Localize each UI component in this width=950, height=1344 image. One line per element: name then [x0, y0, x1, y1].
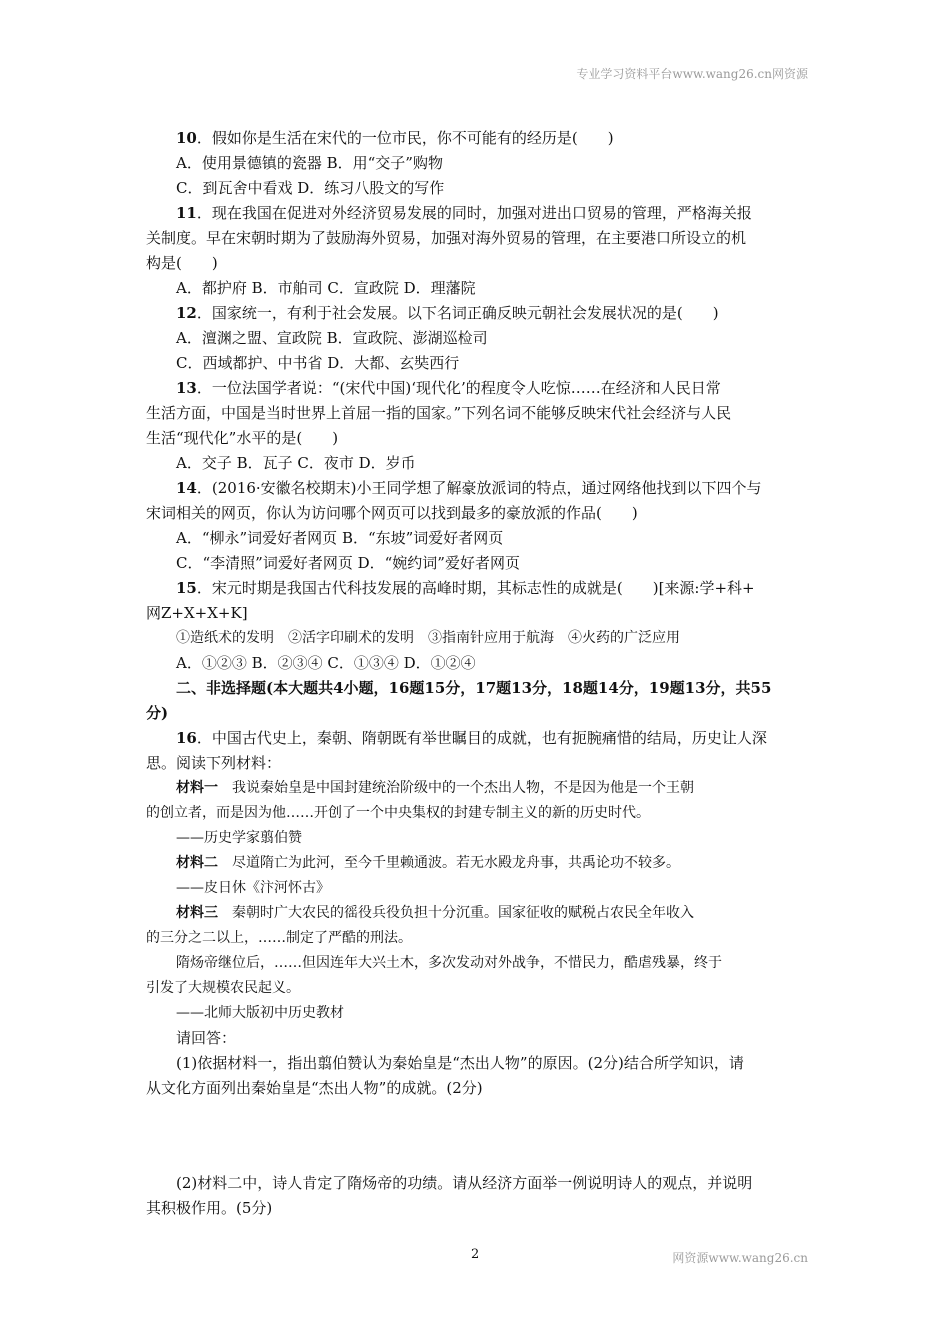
q16-num: 16: [176, 729, 197, 747]
q10-options-cd: C．到瓦舍中看戏 D．练习八股文的写作: [176, 179, 445, 197]
page-content: [146, 126, 806, 1221]
q14-options-ab: A．“柳永”词爱好者网页 B．“东坡”词爱好者网页: [176, 529, 504, 547]
material1-label: 材料一: [176, 780, 218, 796]
q14-options-cd: C．“李清照”词爱好者网页 D．“婉约词”爱好者网页: [176, 554, 520, 572]
material3-line2: 的三分之二以上，……制定了严酷的刑法。: [146, 930, 412, 946]
q10-stem: ．假如你是生活在宋代的一位市民，你不可能有的经历是( ): [196, 129, 614, 147]
q13-num: 13: [176, 379, 197, 397]
q12-num: 12: [176, 304, 197, 322]
answer-space: [146, 1101, 806, 1171]
q10-line: [146, 126, 806, 151]
q13-line1: [146, 376, 806, 401]
q16-stem: ．中国古代史上，秦朝、隋朝既有举世瞩目的成就，也有扼腕痛惜的结局，历史让人深: [196, 729, 767, 747]
q12-stem: ．国家统一，有利于社会发展。以下名词正确反映元朝社会发展状况的是( ): [196, 304, 719, 322]
material3-line3: 隋炀帝继位后，……但因连年大兴土木，多次发动对外战争，不惜民力，酷虐残暴，终于: [176, 955, 722, 971]
q14-stem: ．(2016·安徽名校期末)小王同学想了解豪放派词的特点，通过网络他找到以下四个与: [196, 479, 762, 497]
q11-stem: ．现在我国在促进对外经济贸易发展的同时，加强对进出口贸易的管理，严格海关报: [196, 204, 752, 222]
material2-label: 材料二: [176, 855, 218, 871]
section2-heading-cont: 分): [146, 704, 169, 722]
q15-line2: 网Z+X+X+K]: [146, 604, 248, 622]
material3-line1: [146, 901, 806, 926]
q14-line2: 宋词相关的网页，你认为访问哪个网页可以找到最多的豪放派的作品( ): [146, 504, 638, 522]
page-number: 2: [471, 1247, 480, 1262]
header-site: 专业学习资料平台www.wang26.cn网资源: [576, 67, 808, 81]
subq1-line2: 从文化方面列出秦始皇是“杰出人物”的成就。(2分): [146, 1079, 483, 1097]
section2-heading: 二、非选择题(本大题共4小题，16题15分，17题13分，18题14分，19题13分，共55: [176, 679, 772, 697]
answer-prompt: 请回答：: [176, 1029, 237, 1047]
q13-stem: ．一位法国学者说：“(宋代中国)‘现代化’的程度令人吃惊……在经济和人民日常: [196, 379, 721, 397]
q13-line2: 生活方面，中国是当时世界上首屈一指的国家。”下列名词不能够反映宋代社会经济与人民: [146, 404, 732, 422]
material1-line1: [146, 776, 806, 801]
material3-source: ——北师大版初中历史教材: [176, 1005, 344, 1021]
q13-options: A．交子 B．瓦子 C．夜市 D．岁币: [176, 454, 416, 472]
q14-line1: [146, 476, 806, 501]
q13-line3: 生活“现代化”水平的是( ): [146, 429, 339, 447]
material1-line2: 的创立者，而是因为他……开创了一个中央集权的封建专制主义的新的历史时代。: [146, 805, 650, 821]
q11-line3: 构是( ): [146, 254, 218, 272]
q15-stem: ．宋元时期是我国古代科技发展的高峰时期，其标志性的成就是( )[来源:学+科+: [196, 579, 755, 597]
q15-options: A．①②③ B．②③④ C．①③④ D．①②④: [176, 654, 476, 672]
material1-text: 我说秦始皇是中国封建统治阶级中的一个杰出人物，不是因为他是一个王朝: [218, 780, 694, 796]
q10-num: 10: [176, 129, 197, 147]
material3-label: 材料三: [176, 905, 218, 921]
q11-num: 11: [176, 204, 197, 222]
q12-line: [146, 301, 806, 326]
material3-text: 秦朝时广大农民的徭役兵役负担十分沉重。国家征收的赋税占农民全年收入: [218, 905, 694, 921]
q11-options: A．都护府 B．市舶司 C．宣政院 D．理藩院: [176, 279, 476, 297]
q15-items: ①造纸术的发明 ②活字印刷术的发明 ③指南针应用于航海 ④火药的广泛应用: [176, 630, 680, 646]
subq2-line2: 其积极作用。(5分): [146, 1199, 273, 1217]
q15-line1: [146, 576, 806, 601]
q11-line2: 关制度。早在宋朝时期为了鼓励海外贸易，加强对海外贸易的管理，在主要港口所设立的机: [146, 229, 747, 247]
subq2-line1: (2)材料二中，诗人肯定了隋炀帝的功绩。请从经济方面举一例说明诗人的观点，并说明: [176, 1174, 753, 1192]
subq1-line1: (1)依据材料一，指出翦伯赞认为秦始皇是“杰出人物”的原因。(2分)结合所学知识，请: [176, 1054, 744, 1072]
q16-line2: 思。阅读下列材料：: [146, 754, 282, 772]
material2-text: 尽道隋亡为此河，至今千里赖通波。若无水殿龙舟事，共禹论功不较多。: [218, 855, 680, 871]
material2-line: [146, 851, 806, 876]
material3-line4: 引发了大规模农民起义。: [146, 980, 300, 996]
q16-line1: [146, 726, 806, 751]
q12-options-ab: A．澶渊之盟、宣政院 B．宣政院、澎湖巡检司: [176, 329, 488, 347]
q11-line1: [146, 201, 806, 226]
q10-options-ab: A．使用景德镇的瓷器 B．用“交子”购物: [176, 154, 443, 172]
material2-source: ——皮日休《汴河怀古》: [176, 880, 330, 896]
q12-options-cd: C．西域都护、中书省 D．大都、玄奘西行: [176, 354, 460, 372]
q15-num: 15: [176, 579, 197, 597]
material1-source: ——历史学家翦伯赞: [176, 830, 302, 846]
footer-site: 网资源www.wang26.cn: [672, 1251, 808, 1265]
q14-num: 14: [176, 479, 197, 497]
